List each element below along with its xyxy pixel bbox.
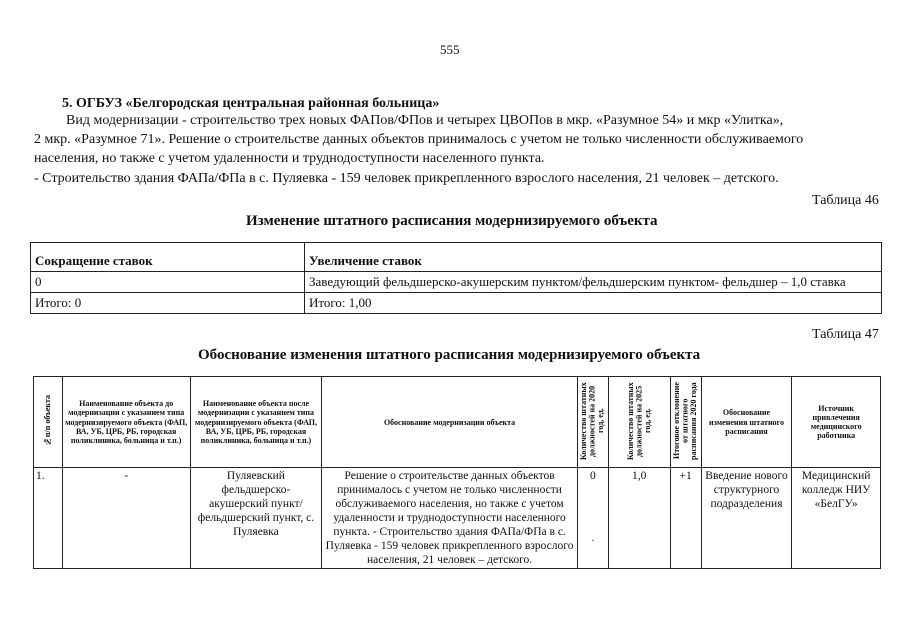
table-header-row (31, 243, 882, 272)
cell-total-reduction: Итого: 0 (31, 293, 305, 314)
paragraph-line-4: - Строительство здания ФАПа/ФПа в с. Пуляевка - 159 человек прикрепленного взрослого населения, 21 человек – детского. (34, 171, 779, 186)
cell-count-2025: 1,0 (608, 468, 670, 569)
table-47-title: Обоснование изменения штатного расписания модернизируемого объекта (198, 347, 701, 363)
table-header-row (34, 377, 881, 468)
header-name-before: Наименование объекта до модернизации с указанием типа модернизируемого объекта (ФАП, ВА, УБ, ЦРБ, РБ, городская поликлиника, больница и т.п.) (62, 377, 190, 468)
header-count-2025: Количество штатных должностей на 2025 год, ед. (608, 377, 670, 468)
table-46-label: Таблица 46 (812, 193, 879, 208)
cell-name-after: Пуляевский фельдшерско-акушерский пункт/ фельдшерский пункт, с. Пуляевка (190, 468, 322, 569)
cell-total-increase: Итого: 1,00 (305, 293, 882, 314)
cell-deviation: +1 (670, 468, 701, 569)
header-justification: Обоснование модернизации объекта (322, 377, 577, 468)
cell-reduction: 0 (31, 272, 305, 293)
header-basis: Обоснование изменения штатного расписания (701, 377, 792, 468)
paragraph-line-1: Вид модернизации - строительство трех новых ФАПов/ФПов и четырех ЦВОПов в мкр. «Разумное 54» и мкр «Улитка», (66, 113, 784, 128)
header-reduction: Сокращение ставок (31, 243, 305, 272)
paragraph-line-2: 2 мкр. «Разумное 71». Решение о строительстве данных объектов принималось с учетом не только численности обслуживаемого (34, 132, 804, 147)
staffing-justification-table (33, 376, 881, 569)
header-count-2020: Количество штатных должностей на 2020 год, ед. (577, 377, 608, 468)
table-row (34, 468, 881, 569)
page-number: 555 (440, 42, 460, 57)
header-deviation: Итоговое отклонение от штатного расписания 2020 года (670, 377, 701, 468)
header-source: Источник привлечения медицинского работника (792, 377, 881, 468)
staffing-change-table (30, 242, 882, 314)
table-47-label: Таблица 47 (812, 327, 879, 342)
cell-source: Медицинский колледж НИУ «БелГУ» (792, 468, 881, 569)
header-increase: Увеличение ставок (305, 243, 882, 272)
cell-basis: Введение нового структурного подразделения (701, 468, 792, 569)
cell-num: 1. (34, 468, 63, 569)
cell-justification: Решение о строительстве данных объектов принималось с учетом не только численности обслуживаемого населения, но также с учетом удаленности и труднодоступности населенного пункта. - Строительство здания ФАПа/ФПа в с. Пуляевка - 159 человек прикрепленного взрослого населения, 21 человек – детского. (322, 468, 577, 569)
stray-mark: . (591, 533, 595, 545)
header-name-after: Наименование объекта после модернизации с указанием типа модернизируемого объекта (ФАП, ВА, УБ, ЦРБ, РБ, городская поликлиника, больница и т.п.) (190, 377, 322, 468)
table-total-row (31, 293, 882, 314)
table-row (31, 272, 882, 293)
count-2020-value: 0 (589, 470, 596, 483)
paragraph-line-3: населения, но также с учетом удаленности и труднодоступности населенного пункта. (34, 151, 545, 166)
cell-count-2020 (577, 468, 608, 569)
cell-name-before: - (62, 468, 190, 569)
cell-increase: Заведующий фельдшерско-акушерским пунктом/фельдшерским пунктом- фельдшер – 1,0 ставка (305, 272, 882, 293)
section-title: 5. ОГБУЗ «Белгородская центральная районная больница» (62, 96, 440, 111)
table-46-title: Изменение штатного расписания модернизируемого объекта (246, 213, 658, 229)
header-num: №п/п объекта (34, 377, 63, 468)
